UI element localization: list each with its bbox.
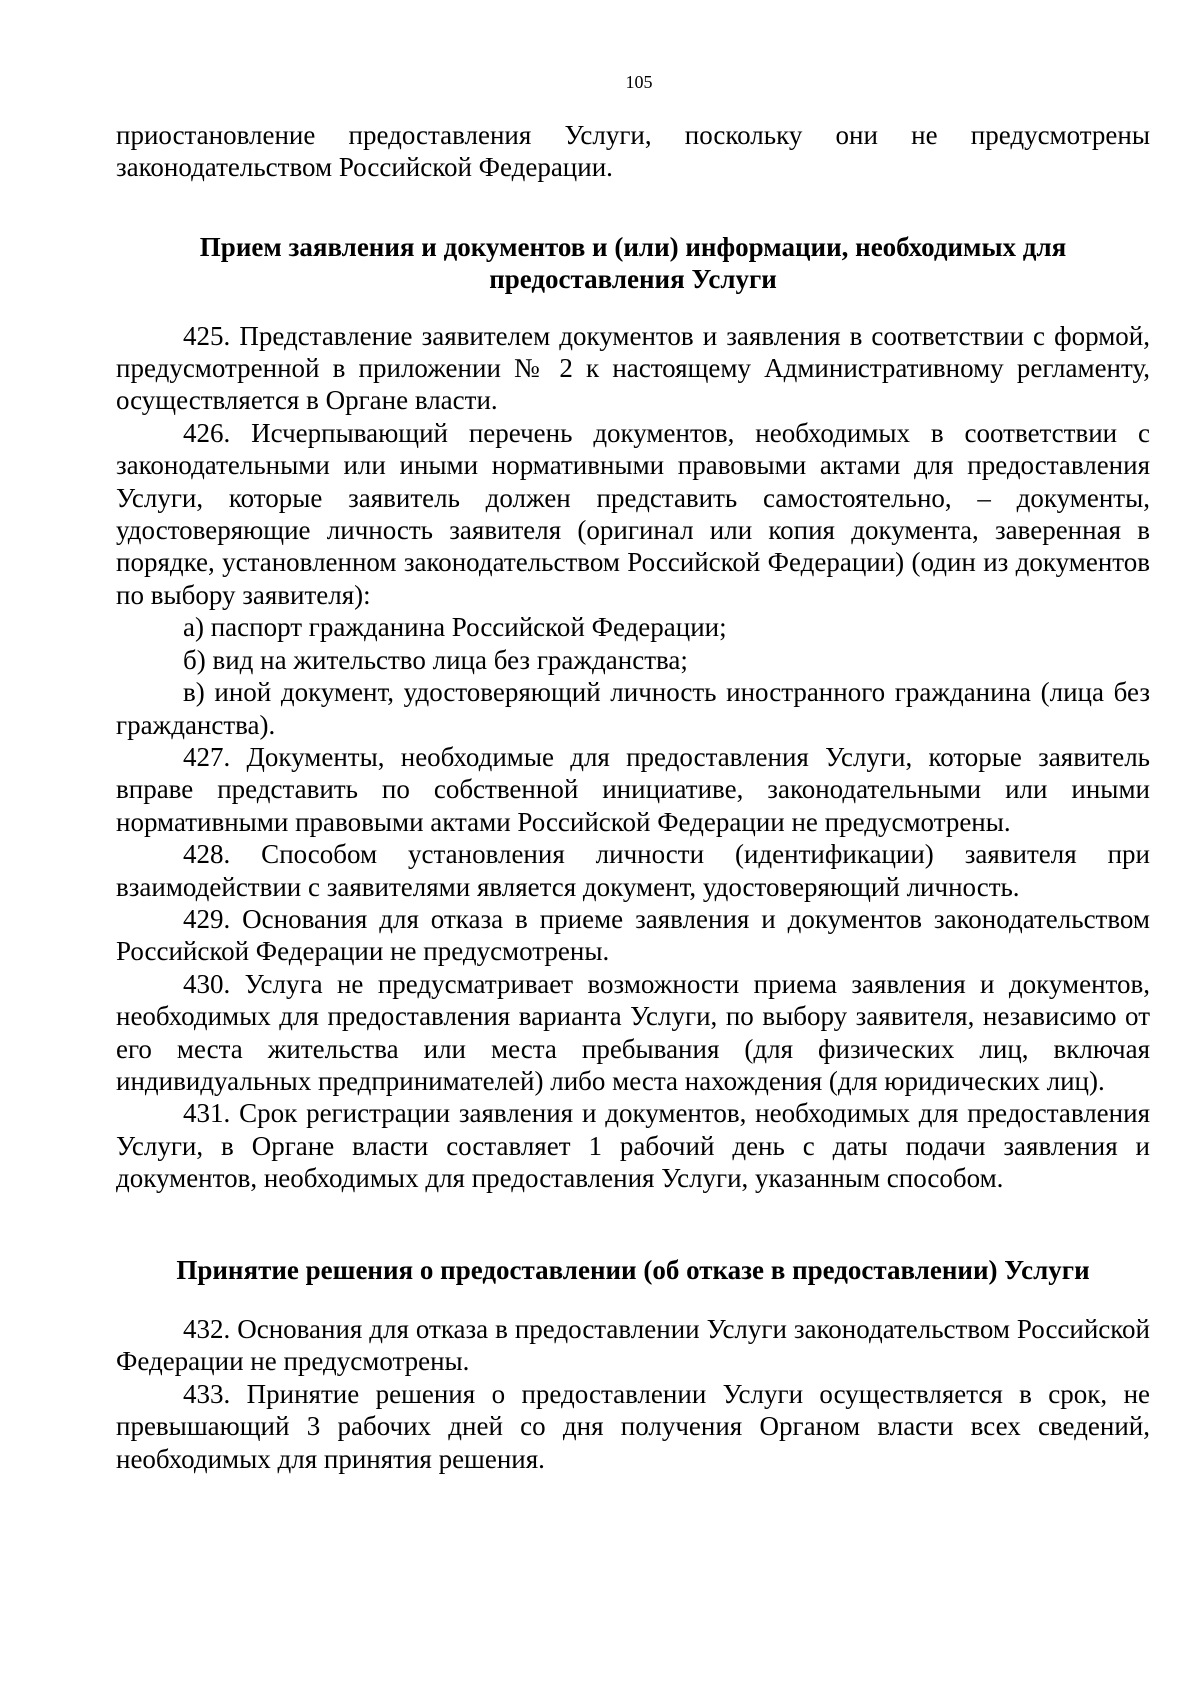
- paragraph-429: 429. Основания для отказа в приеме заявления и документов законодательством Российской Федерации не предусмотрены.: [116, 903, 1150, 967]
- paragraph-432: 432. Основания для отказа в предоставлении Услуги законодательством Российской Федерации не предусмотрены.: [116, 1314, 1150, 1377]
- section-heading: [116, 231, 1150, 296]
- list-item-v: в) иной документ, удостоверяющий личность иностранного гражданина (лица без гражданства).: [116, 677, 1150, 740]
- section-heading-decision: Принятие решения о предоставлении (об отказе в предоставлении) Услуги: [176, 1254, 1090, 1285]
- section-heading-line-2: предоставления Услуги: [489, 264, 777, 295]
- list-item-a: а) паспорт гражданина Российской Федерации;: [183, 612, 727, 643]
- paragraph-425: 425. Представление заявителем документов и заявления в соответствии с формой, предусмотренной в приложении № 2 к настоящему Административному регламенту, осуществляется в Органе власти.: [116, 320, 1150, 416]
- page-number: 105: [625, 72, 653, 92]
- paragraph-430: 430. Услуга не предусматривает возможности приема заявления и документов, необходимых для предоставления варианта Услуги, по выбору заявителя, независимо от его места жительства или места пребывания (для физических лиц, включая индивидуальных предпринимателей) либо места нахождения (для юридических лиц).: [116, 968, 1150, 1096]
- paragraph-431: 431. Срок регистрации заявления и документов, необходимых для предоставления Услуги, в Органе власти составляет 1 рабочий день с даты подачи заявления и документов, необходимых для предоставления Услуги, указанным способом.: [116, 1098, 1150, 1194]
- intro-paragraph: приостановление предоставления Услуги, поскольку они не предусмотрены законодательством Российской Федерации.: [116, 120, 1150, 183]
- list-item-b: б) вид на жительство лица без гражданства;: [183, 644, 688, 675]
- paragraph-427: 427. Документы, необходимые для предоставления Услуги, которые заявитель вправе представить по собственной инициативе, законодательными или иными нормативными правовыми актами Российской Федерации не предусмотрены.: [116, 741, 1150, 837]
- paragraph-428: 428. Способом установления личности (идентификации) заявителя при взаимодействии с заявителями является документ, удостоверяющий личность.: [116, 839, 1150, 902]
- section-heading-line-1: Прием заявления и документов и (или) информации, необходимых для: [199, 231, 1067, 262]
- paragraph-426: 426. Исчерпывающий перечень документов, необходимых в соответствии с законодательными или иными нормативными правовыми актами для предоставления Услуги, которые заявитель должен представить самостоятельно, – документы, удостоверяющие личность заявителя (оригинал или копия документа, заверенная в порядке, установленном законодательством Российской Федерации) (один из документов по выбору заявителя):: [116, 417, 1150, 610]
- paragraph-433: 433. Принятие решения о предоставлении Услуги осуществляется в срок, не превышающий 3 рабочих дней со дня получения Органом власти всех сведений, необходимых для принятия решения.: [116, 1378, 1150, 1474]
